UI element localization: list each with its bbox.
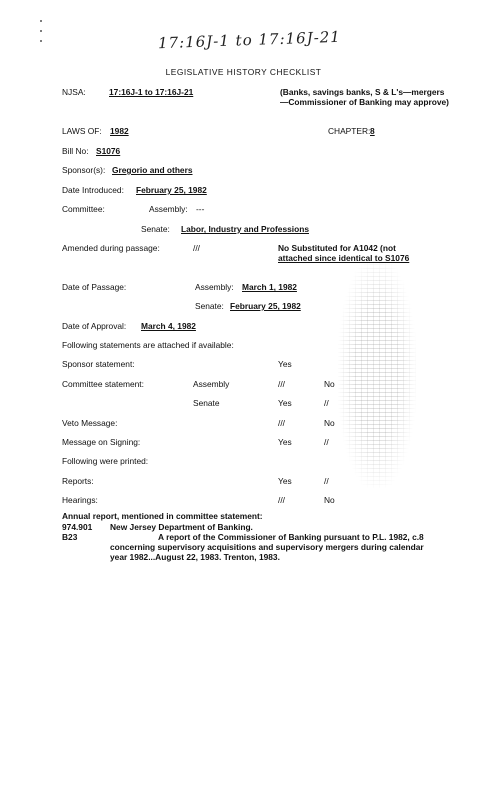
passage-assembly-value: March 1, 1982 [242, 282, 297, 292]
njsa-value: 17:16J-1 to 17:16J-21 [109, 87, 194, 97]
amended-value: /// [193, 243, 200, 253]
hearings-no: No [324, 495, 335, 505]
handwritten-header: 17:16J-1 to 17:16J-21 [157, 27, 342, 53]
faint-stamp-mark [338, 258, 416, 488]
committee-statement-assembly-yes: /// [278, 379, 285, 389]
message-on-signing-label: Message on Signing: [62, 437, 141, 447]
committee-label: Committee: [62, 204, 105, 214]
veto-message-no: No [324, 418, 335, 428]
passage-senate-label: Senate: [195, 301, 224, 311]
njsa-description: (Banks, savings banks, S & L's—mergers—Commissioner of Banking may approve) [280, 87, 449, 107]
date-of-passage-label: Date of Passage: [62, 282, 127, 292]
page-title: LEGISLATIVE HISTORY CHECKLIST [165, 67, 322, 77]
call-number-2: B23 [62, 532, 78, 542]
committee-assembly-label: Assembly: [149, 204, 188, 214]
committee-statement-senate-no: // [324, 398, 329, 408]
reports-no: // [324, 476, 329, 486]
sponsors-label: Sponsor(s): [62, 165, 106, 175]
margin-speck [40, 40, 42, 42]
laws-of-label: LAWS OF: [62, 126, 102, 136]
statements-intro: Following statements are attached if available: [62, 340, 234, 350]
committee-statement-assembly-label: Assembly [193, 379, 230, 389]
passage-assembly-label: Assembly: [195, 282, 234, 292]
citation-line1: A report of the Commissioner of Banking pursuant to P.L. 1982, c.8 [158, 532, 424, 542]
message-on-signing-no: // [324, 437, 329, 447]
chapter-label: CHAPTER: [328, 126, 371, 136]
committee-statement-senate-label: Senate [193, 398, 220, 408]
sponsor-statement-yes: Yes [278, 359, 292, 369]
citation-line3: year 1982...August 22, 1983. Trenton, 1983. [110, 552, 280, 562]
njsa-label: NJSA: [62, 87, 86, 97]
committee-assembly-value: --- [196, 204, 205, 214]
amended-label: Amended during passage: [62, 243, 160, 253]
agency-name: New Jersey Department of Banking. [110, 522, 253, 532]
sponsors-value: Gregorio and others [112, 165, 193, 175]
chapter-value: 8 [370, 126, 375, 136]
date-of-approval-value: March 4, 1982 [141, 321, 196, 331]
hearings-yes: /// [278, 495, 285, 505]
laws-of-value: 1982 [110, 126, 129, 136]
committee-senate-label: Senate: [141, 224, 170, 234]
veto-message-yes: /// [278, 418, 285, 428]
passage-senate-value: February 25, 1982 [230, 301, 301, 311]
date-introduced-label: Date Introduced: [62, 185, 124, 195]
margin-speck [40, 30, 42, 32]
margin-speck [40, 20, 42, 22]
amended-note-line2: attached since identical to S1076 [278, 253, 410, 263]
veto-message-label: Veto Message: [62, 418, 118, 428]
committee-statement-label: Committee statement: [62, 379, 144, 389]
bill-no-label: Bill No: [62, 146, 89, 156]
annual-report-heading: Annual report, mentioned in committee statement: [62, 511, 263, 521]
date-of-approval-label: Date of Approval: [62, 321, 127, 331]
reports-label: Reports: [62, 476, 94, 486]
hearings-label: Hearings: [62, 495, 98, 505]
committee-senate-value: Labor, Industry and Professions [181, 224, 309, 234]
amended-note-line1: No Substituted for A1042 (not [278, 243, 396, 253]
committee-statement-assembly-no: No [324, 379, 335, 389]
reports-yes: Yes [278, 476, 292, 486]
message-on-signing-yes: Yes [278, 437, 292, 447]
committee-statement-senate-yes: Yes [278, 398, 292, 408]
sponsor-statement-label: Sponsor statement: [62, 359, 135, 369]
printed-intro: Following were printed: [62, 456, 149, 466]
date-introduced-value: February 25, 1982 [136, 185, 207, 195]
citation-line2: concerning supervisory acquisitions and supervisory mergers during calendar [110, 542, 424, 552]
call-number-1: 974.901 [62, 522, 93, 532]
bill-no-value: S1076 [96, 146, 121, 156]
